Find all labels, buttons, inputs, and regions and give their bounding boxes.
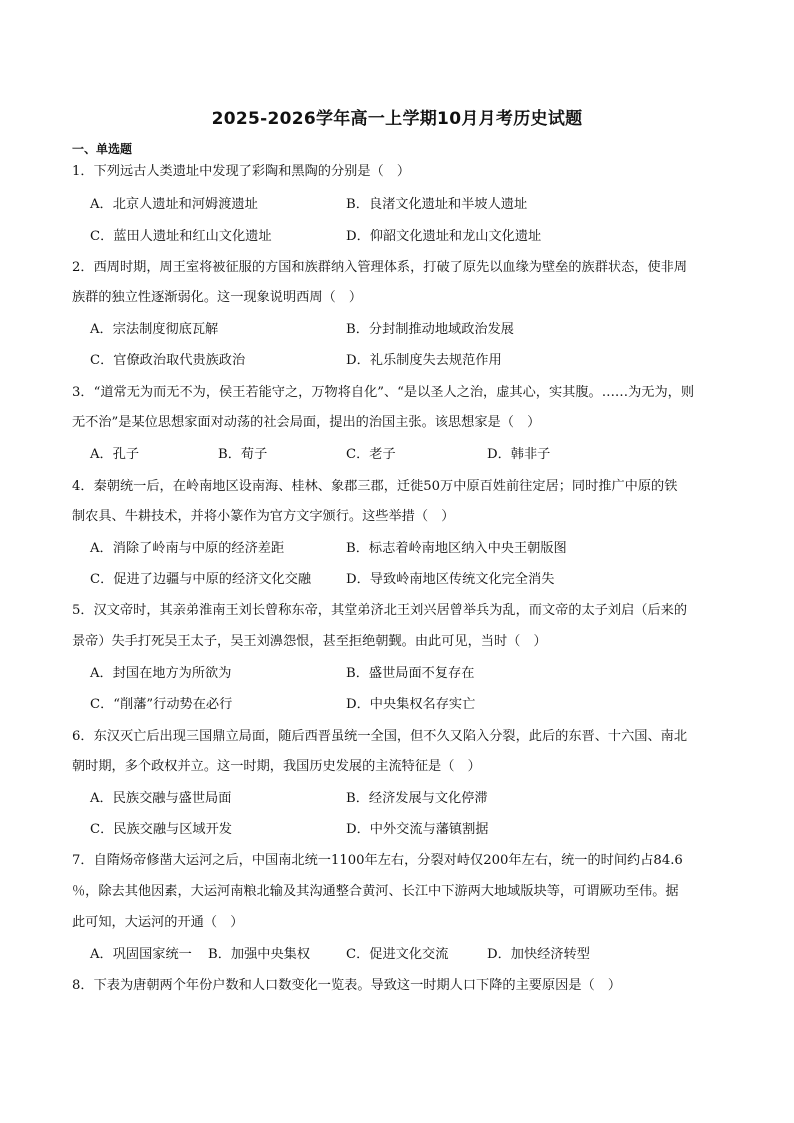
question-6-stem-line-2: 朝时期，多个政权并立。这一时期，我国历史发展的主流特征是（ ） — [72, 759, 481, 774]
question-4-stem-line-1: 4．秦朝统一后，在岭南地区设南海、桂林、象郡三郡，迁徙50万中原百姓前往定居；同时推广中原的铁 — [72, 479, 678, 494]
q2-option-a: A．宗法制度彻底瓦解 — [90, 322, 219, 337]
q6-option-d: D．中外交流与藩镇割据 — [346, 822, 489, 837]
q5-option-c: C．“削藩”行动势在必行 — [90, 697, 233, 712]
q6-option-c: C．民族交融与区域开发 — [90, 822, 232, 837]
q7-option-d: D．加快经济转型 — [487, 947, 590, 962]
q2-option-d: D．礼乐制度失去规范作用 — [346, 353, 502, 368]
question-5-stem-line-1: 5．汉文帝时，其亲弟淮南王刘长曾称东帝，其堂弟济北王刘兴居曾举兵为乱，而文帝的太子刘启（后来的 — [72, 603, 688, 618]
question-5-stem-line-2: 景帝）失手打死吴王太子，吴王刘濞怨恨，甚至拒绝朝觐。由此可见，当时（ ） — [72, 634, 547, 649]
q2-option-b: B．分封制推动地域政治发展 — [346, 322, 514, 337]
q3-option-a: A．孔子 — [90, 447, 140, 462]
q1-option-a: A．北京人遗址和河姆渡遗址 — [90, 197, 258, 212]
q5-option-d: D．中央集权名存实亡 — [346, 697, 476, 712]
q3-option-c: C．老子 — [346, 447, 396, 462]
question-2-stem-line-1: 2．西周时期，周王室将被征服的方国和族群纳入管理体系，打破了原先以血缘为壁垒的族群状态，使非周 — [72, 260, 688, 275]
q4-option-d: D．导致岭南地区传统文化完全消失 — [346, 572, 555, 587]
question-7-stem-line-3: 此可知，大运河的开通（ ） — [72, 915, 244, 930]
q6-option-b: B．经济发展与文化停滞 — [346, 791, 488, 806]
q5-option-a: A．封国在地方为所欲为 — [90, 666, 232, 681]
q6-option-a: A．民族交融与盛世局面 — [90, 791, 232, 806]
question-7-stem-line-2: ％，除去其他因素，大运河南粮北输及其沟通整合黄河、长江中下游两大地域版块等，可谓厥功至伟。据 — [72, 884, 679, 899]
question-3-stem-line-1: 3．“道常无为而无不为，侯王若能守之，万物将自化”、“是以圣人之治，虚其心，实其腹。……为无为，则 — [72, 385, 695, 400]
q4-option-b: B．标志着岭南地区纳入中央王朝版图 — [346, 541, 567, 556]
q1-option-b: B．良渚文化遗址和半坡人遗址 — [346, 197, 528, 212]
q4-option-a: A．消除了岭南与中原的经济差距 — [90, 541, 285, 556]
question-4-stem-line-2: 制农具、牛耕技术，并将小篆作为官方文字颁行。这些举措（ ） — [72, 509, 455, 524]
q7-option-a: A．巩固国家统一 — [90, 947, 192, 962]
question-1-stem: 1．下列远古人类遗址中发现了彩陶和黑陶的分别是（ ） — [72, 164, 411, 179]
question-6-stem-line-1: 6．东汉灭亡后出现三国鼎立局面，随后西晋虽统一全国，但不久又陷入分裂，此后的东晋、十六国、南北 — [72, 729, 688, 744]
q7-option-c: C．促进文化交流 — [346, 947, 449, 962]
q3-option-b: B．荀子 — [218, 447, 268, 462]
q7-option-b: B．加强中央集权 — [208, 947, 311, 962]
q4-option-c: C．促进了边疆与中原的经济文化交融 — [90, 572, 312, 587]
question-8-stem: 8．下表为唐朝两个年份户数和人口数变化一览表。导致这一时期人口下降的主要原因是（ ） — [72, 978, 622, 993]
q2-option-c: C．官僚政治取代贵族政治 — [90, 353, 246, 368]
question-7-stem-line-1: 7．自隋炀帝修凿大运河之后，中国南北统一1100年左右，分裂对峙仅200年左右，统一的时间约占84.6 — [72, 853, 683, 868]
q5-option-b: B．盛世局面不复存在 — [346, 666, 475, 681]
question-3-stem-line-2: 无不治”是某位思想家面对动荡的社会局面，提出的治国主张。该思想家是（ ） — [72, 415, 541, 430]
page-title: 2025-2026学年高一上学期10月月考历史试题 — [211, 109, 583, 129]
question-2-stem-line-2: 族群的独立性逐渐弱化。这一现象说明西周（ ） — [72, 290, 363, 305]
q1-option-c: C．蓝田人遗址和红山文化遗址 — [90, 229, 272, 244]
section-heading: 一、单选题 — [72, 142, 133, 156]
q3-option-d: D．韩非子 — [487, 447, 551, 462]
q1-option-d: D．仰韶文化遗址和龙山文化遗址 — [346, 229, 542, 244]
